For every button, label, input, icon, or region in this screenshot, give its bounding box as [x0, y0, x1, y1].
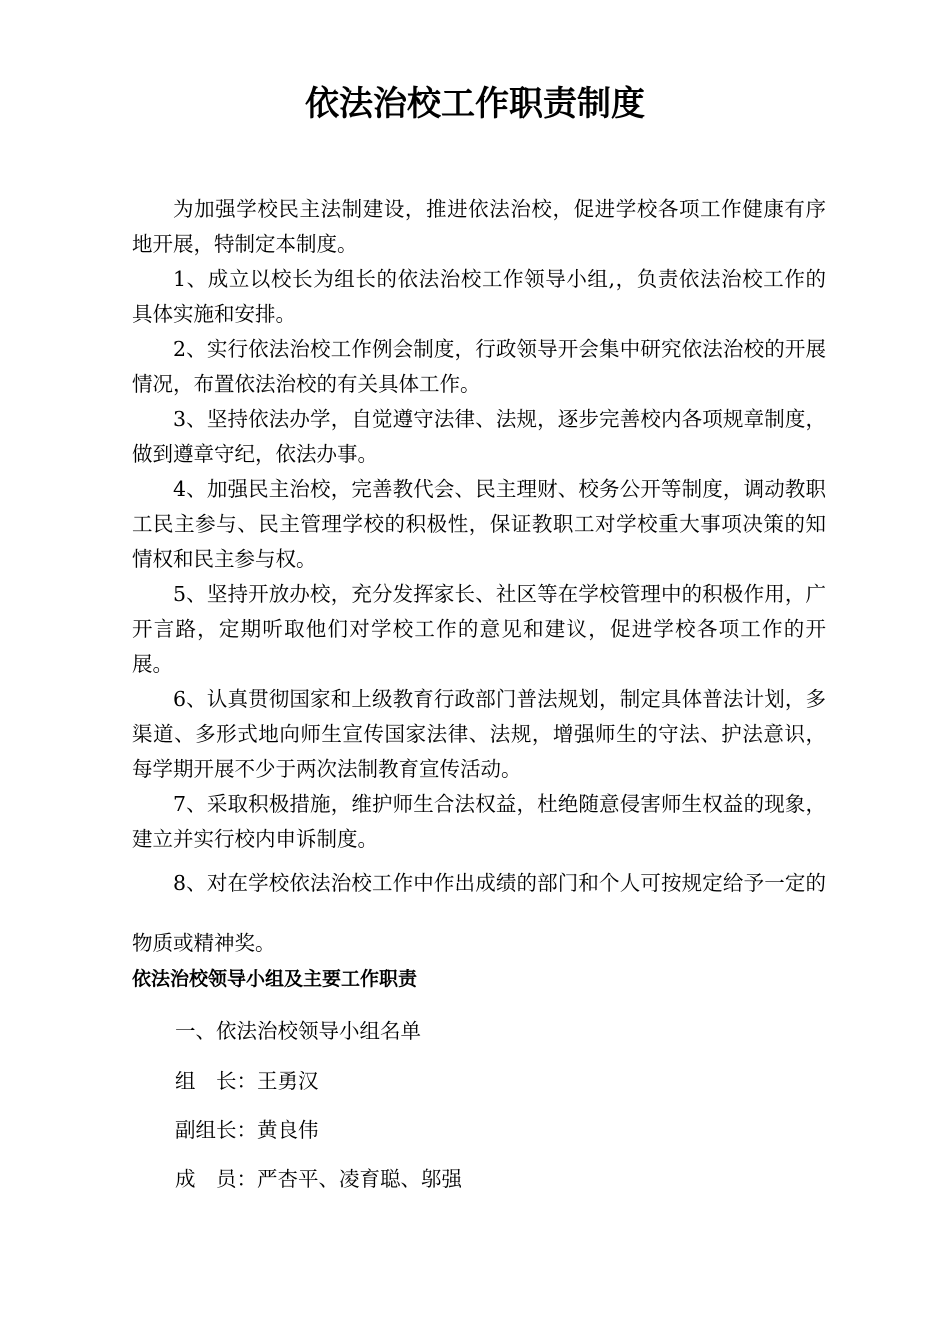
subsection-title: 一、依法治校领导小组名单 [175, 1019, 421, 1043]
role-separator: ： [236, 1118, 257, 1142]
role-label: 成 员 [175, 1167, 237, 1191]
role-separator: ： [236, 1167, 257, 1191]
document-title: 依法治校工作职责制度 [305, 84, 645, 124]
member-line-leader [175, 1066, 319, 1096]
clause-8-paragraph: 8、对在学校依法治校工作中作出成绩的部门和个人可按规定给予一定的物质或精神奖。 [132, 871, 826, 955]
role-separator: ： [236, 1069, 257, 1093]
role-label: 组 长 [175, 1069, 237, 1093]
role-label: 副组长 [175, 1118, 237, 1142]
clause-4-paragraph: 4、加强民主治校，完善教代会、民主理财、校务公开等制度，调动教职工民主参与、民主管理学校的积极性，保证教职工对学校重大事项决策的知情权和民主参与权。 [132, 477, 826, 571]
member-line-deputy [175, 1115, 319, 1145]
document-body [132, 192, 826, 973]
clause-5-paragraph: 5、坚持开放办校，充分发挥家长、社区等在学校管理中的积极作用，广开言路，定期听取他们对学校工作的意见和建议，促进学校各项工作的开展。 [132, 582, 826, 676]
clause-1-paragraph: 1、成立以校长为组长的依法治校工作领导小组,，负责依法治校工作的具体实施和安排。 [132, 267, 826, 326]
member-names: 严杏平、凌育聪、邬强 [257, 1167, 462, 1191]
intro-paragraph: 为加强学校民主法制建设，推进依法治校，促进学校各项工作健康有序地开展，特制定本制度。 [132, 197, 826, 256]
clause-6-paragraph: 6、认真贯彻国家和上级教育行政部门普法规划，制定具体普法计划，多渠道、多形式地向师生宣传国家法律、法规，增强师生的守法、护法意识，每学期开展不少于两次法制教育宣传活动。 [132, 687, 826, 781]
member-names: 黄良伟 [257, 1118, 319, 1142]
section-heading: 依法治校领导小组及主要工作职责 [132, 968, 418, 990]
member-line-members [175, 1164, 462, 1194]
member-names: 王勇汉 [257, 1069, 319, 1093]
clause-7-paragraph: 7、采取积极措施，维护师生合法权益，杜绝随意侵害师生权益的现象，建立并实行校内申诉制度。 [132, 792, 826, 851]
clause-3-paragraph: 3、坚持依法办学，自觉遵守法律、法规，逐步完善校内各项规章制度，做到遵章守纪，依法办事。 [132, 407, 826, 466]
clause-2-paragraph: 2、实行依法治校工作例会制度，行政领导开会集中研究依法治校的开展情况，布置依法治校的有关具体工作。 [132, 337, 826, 396]
